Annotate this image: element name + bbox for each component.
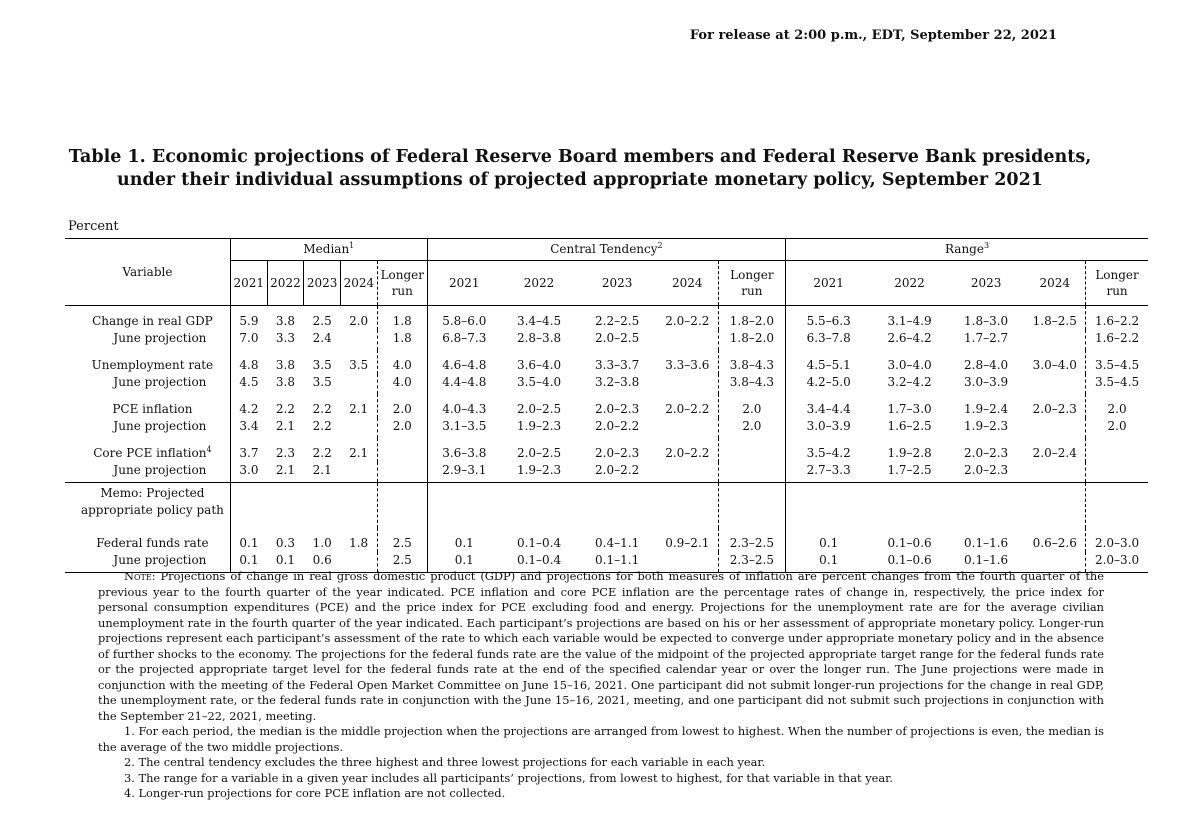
longer-run-line-2: run [1106, 284, 1128, 298]
central-cell: 2.0–2.5 [516, 446, 562, 460]
central-cell: 2.0–2.2 [665, 402, 710, 416]
row-label-text: June projection [113, 462, 207, 477]
note-text: : Projections of change in real gross domestic product (GDP) and projections for both measures of inflation are percent changes from the fourth quarter of the previous year to the fourth quarter of the year indicated. PCE inflation and core PCE inflation are the percentage rates of change in, respectively, the price index for personal consumption expenditures (PCE) and the price index for PCE excluding food and energy. Projections for the unemployment rate are for the average civilian unemployment rate in the fourth quarter of the year indicated. Each participant’s projections are based on his or her assessment of appropriate monetary policy. Longer-run projections represent each participant’s assessment of the rate to which each variable would be expected to converge under appropriate monetary policy and in the absence of further shocks to the economy. The projections for the federal funds rate are the value of the midpoint of the projected appropriate target range for the federal funds rate or the projected appropriate target level for the federal funds rate at the end of the specified calendar year or over the longer run. The June projections were made in conjunction with the meeting of the Federal Open Market Committee on June 15–16, 2021. One participant did not submit longer-run projections for the change in real GDP, the unemployment rate, or the federal funds rate in conjunction with the June 15–16, 2021, meeting, and one participant did not submit such projections in conjunction with the September 21–22, 2021, meeting. [98, 569, 1104, 723]
variable-header: Variable [122, 264, 173, 279]
median-cell: 3.8 [275, 374, 295, 389]
central-cell: 1.8–2.0 [718, 306, 785, 330]
median-cell: 0.6 [312, 552, 332, 567]
footnote-3: 3. The range for a variable in a given year includes all participants’ projections, from lowest to highest, for that variable in that year. [124, 770, 893, 785]
range-cell: 1.6–2.2 [1086, 330, 1148, 351]
median-cell: 3.0 [230, 462, 267, 483]
median-cell: 2.2 [312, 418, 332, 433]
median-cell [341, 330, 378, 351]
median-cell: 1.8 [349, 536, 369, 550]
range-cell: 2.7–3.3 [786, 462, 872, 483]
median-cell: 2.2 [275, 402, 295, 416]
median-header: Median$^1$ [230, 239, 427, 261]
table-title [60, 146, 1100, 192]
central-cell [657, 418, 718, 439]
empty-cell [341, 483, 378, 529]
median-cell [377, 462, 427, 483]
range-cell: 3.4–4.4 [786, 394, 872, 418]
range-year-header: 2023 [970, 276, 1002, 290]
central-cell: 3.5–4.0 [516, 374, 562, 389]
range-cell: 3.5–4.5 [1086, 350, 1148, 374]
central-cell: 2.0–2.2 [665, 314, 710, 328]
median-cell: 3.7 [230, 438, 267, 462]
range-cell: 2.8–4.0 [964, 358, 1009, 372]
median-cell: 2.3 [275, 446, 295, 460]
june-projection-label [65, 418, 230, 439]
central-cell: 2.0–2.3 [595, 446, 640, 460]
median-year-header: 2024 [341, 261, 378, 306]
central-cell: 3.6–4.0 [516, 358, 562, 372]
central-cell: 2.0 [718, 394, 785, 418]
central-cell: 2.0–2.5 [595, 330, 640, 345]
range-cell: 3.0–3.9 [786, 418, 872, 439]
central-cell: 2.0–2.2 [595, 418, 640, 433]
median-cell: 3.3 [275, 330, 295, 345]
median-cell: 1.8 [377, 330, 427, 351]
central-cell: 6.8–7.3 [427, 330, 500, 351]
central-cell: 3.6–3.8 [427, 438, 500, 462]
median-cell: 2.1 [349, 402, 369, 416]
range-cell: 4.5–5.1 [786, 350, 872, 374]
variable-label [65, 350, 230, 374]
range-cell: 1.9–2.3 [964, 418, 1009, 433]
row-label-text: Unemployment rate [91, 358, 214, 372]
table-row [65, 438, 1148, 462]
range-cell: 1.7–2.7 [964, 330, 1009, 345]
median-cell: 4.8 [230, 350, 267, 374]
central-cell: 2.9–3.1 [427, 462, 500, 483]
central-cell: 0.1–1.1 [595, 552, 640, 567]
variable-label [65, 394, 230, 418]
range-cell: 1.7–2.5 [887, 462, 932, 477]
central-cell: 0.1–0.4 [516, 536, 562, 550]
june-projection-label [65, 330, 230, 351]
central-cell: 3.2–3.8 [595, 374, 640, 389]
june-projection-label [65, 462, 230, 483]
central-tendency-header: Central Tendency$^2$ [427, 239, 785, 261]
central-cell [657, 330, 718, 351]
median-longer-run-header [377, 261, 427, 306]
variable-label [65, 528, 230, 552]
row-label-text: Federal funds rate [96, 536, 209, 550]
range-cell: 0.1–0.6 [887, 552, 932, 567]
range-cell: 0.6–2.6 [1032, 536, 1077, 550]
range-cell: 0.1–1.6 [964, 552, 1009, 567]
central-cell: 0.9–2.1 [665, 536, 710, 550]
central-cell: 2.0 [718, 418, 785, 439]
projections-table [65, 238, 1148, 573]
empty-cell [377, 483, 427, 529]
range-year-header: 2021 [786, 261, 872, 306]
central-cell: 2.2–2.5 [595, 314, 640, 328]
median-cell: 3.4 [230, 418, 267, 439]
central-cell: 4.0–4.3 [427, 394, 500, 418]
variable-label [65, 438, 230, 462]
range-cell: 3.0–4.0 [1032, 358, 1077, 372]
range-cell [1024, 462, 1085, 483]
range-cell: 2.0 [1086, 394, 1148, 418]
empty-cell [427, 483, 500, 529]
table-row [65, 330, 1148, 351]
range-cell: 2.0–3.0 [1086, 528, 1148, 552]
median-cell: 4.0 [377, 350, 427, 374]
empty-cell [577, 483, 657, 529]
memo-line-2: appropriate policy path [80, 503, 224, 517]
median-cell [377, 438, 427, 462]
release-line: For release at 2:00 p.m., EDT, September 22, 2021 [689, 28, 1057, 43]
median-year-header: 2023 [304, 261, 341, 306]
longer-run-line-1: Longer [380, 268, 425, 282]
memo-row [65, 483, 1148, 529]
central-year-header: 2023 [601, 276, 633, 290]
range-year-header: 2024 [1039, 276, 1071, 290]
range-cell: 3.2–4.2 [887, 374, 932, 389]
median-cell: 2.0 [349, 314, 369, 328]
memo-line-1: Memo: Projected [100, 486, 205, 500]
range-cell [1024, 374, 1085, 395]
empty-cell [501, 483, 578, 529]
empty-cell [948, 483, 1025, 529]
row-label-text: June projection [113, 418, 207, 433]
table-row [65, 418, 1148, 439]
median-cell: 3.5 [349, 358, 369, 372]
range-cell: 1.9–2.4 [964, 402, 1009, 416]
central-cell: 2.0–2.5 [516, 402, 562, 416]
central-cell [657, 462, 718, 483]
empty-cell [871, 483, 948, 529]
row-label-text: June projection [113, 552, 207, 567]
longer-run-line-2: run [391, 284, 413, 298]
empty-cell [304, 483, 341, 529]
median-cell: 4.0 [377, 374, 427, 395]
range-cell: 2.0–2.4 [1032, 446, 1077, 460]
central-cell: 2.0–2.2 [595, 462, 640, 477]
range-cell: 1.6–2.5 [887, 418, 932, 433]
note-paragraph [98, 569, 1104, 724]
range-cell: 3.1–4.9 [887, 314, 932, 328]
row-label-text: Change in real GDP [92, 314, 213, 328]
central-cell: 1.9–2.3 [516, 418, 562, 433]
table-row [65, 394, 1148, 418]
central-cell [718, 438, 785, 462]
median-cell: 2.1 [349, 446, 369, 460]
central-cell: 3.3–3.7 [595, 358, 640, 372]
median-cell: 4.5 [230, 374, 267, 395]
median-cell: 0.1 [230, 528, 267, 552]
table-title-line-2: under their individual assumptions of projected appropriate monetary policy, September 2021 [117, 170, 1043, 190]
median-cell: 3.5 [312, 374, 332, 389]
empty-cell [1024, 483, 1085, 529]
range-cell [1086, 438, 1148, 462]
footnote-2: 2. The central tendency excludes the three highest and three lowest projections for each variable in each year. [124, 755, 766, 769]
central-cell: 0.1 [427, 528, 500, 552]
table-row [65, 528, 1148, 552]
range-cell: 1.7–3.0 [887, 402, 932, 416]
range-cell: 2.0 [1086, 418, 1148, 439]
range-cell [1024, 330, 1085, 351]
median-cell: 0.3 [275, 536, 295, 550]
median-cell: 1.0 [312, 536, 332, 550]
table-notes [98, 569, 1104, 802]
june-projection-label [65, 374, 230, 395]
range-cell: 2.0–3.0 [1086, 552, 1148, 573]
footnote-1: 1. For each period, the median is the middle projection when the projections are arranged from lowest to highest. When the number of projections is even, the median is the average of the two middle projections. [98, 724, 1104, 754]
row-label-text: PCE inflation [112, 402, 193, 416]
range-cell: 1.6–2.2 [1086, 306, 1148, 330]
central-cell: 2.3–2.5 [718, 528, 785, 552]
central-cell: 4.6–4.8 [427, 350, 500, 374]
note-label: Note [124, 569, 152, 583]
range-header: Range$^3$ [786, 239, 1148, 261]
median-cell: 0.1 [275, 552, 295, 567]
median-year-header: 2022 [267, 261, 304, 306]
footnote-4: 4. Longer-run projections for core PCE inflation are not collected. [124, 786, 506, 800]
range-cell: 2.0–2.3 [1032, 402, 1077, 416]
variable-label [65, 306, 230, 330]
row-label-text: June projection [113, 330, 207, 345]
median-cell: 3.8 [275, 358, 295, 372]
central-cell: 3.8–4.3 [718, 374, 785, 395]
central-cell: 0.1–0.4 [516, 552, 562, 567]
central-cell: 4.4–4.8 [427, 374, 500, 395]
longer-run-line-1: Longer [730, 268, 774, 282]
median-cell: 2.2 [312, 402, 332, 416]
range-cell: 3.5–4.2 [786, 438, 872, 462]
central-cell: 0.4–1.1 [595, 536, 640, 550]
median-cell: 2.2 [312, 446, 332, 460]
central-longer-run-header [718, 261, 785, 306]
median-cell: 7.0 [230, 330, 267, 351]
empty-cell [267, 483, 304, 529]
row-label-text: June projection [113, 374, 207, 389]
row-label-text: Core PCE inflation [93, 446, 207, 460]
median-year-header: 2021 [230, 261, 267, 306]
empty-cell [718, 483, 785, 529]
central-cell: 3.3–3.6 [665, 358, 710, 372]
empty-cell [1086, 483, 1148, 529]
median-cell: 2.5 [312, 314, 332, 328]
central-cell: 2.3–2.5 [718, 552, 785, 573]
range-longer-run-header [1086, 261, 1148, 306]
range-cell: 6.3–7.8 [786, 330, 872, 351]
median-cell: 5.9 [230, 306, 267, 330]
median-cell: 2.1 [275, 418, 295, 433]
range-cell: 2.6–4.2 [887, 330, 932, 345]
median-cell [341, 462, 378, 483]
range-cell: 3.0–4.0 [887, 358, 932, 372]
central-cell: 3.4–4.5 [516, 314, 562, 328]
median-cell: 2.1 [275, 462, 295, 477]
central-year-header: 2024 [672, 276, 703, 290]
table-row [65, 306, 1148, 330]
central-cell: 1.9–2.3 [516, 462, 562, 477]
central-year-header: 2022 [523, 276, 555, 290]
central-cell: 2.0–2.2 [665, 446, 710, 460]
central-cell [718, 462, 785, 483]
central-cell: 5.8–6.0 [427, 306, 500, 330]
range-year-header: 2022 [894, 276, 925, 290]
memo-label [65, 483, 230, 529]
median-cell: 0.1 [230, 552, 267, 573]
central-cell [657, 374, 718, 395]
median-cell [341, 418, 378, 439]
range-cell: 0.1 [786, 528, 872, 552]
central-cell: 1.8–2.0 [718, 330, 785, 351]
median-cell: 4.2 [230, 394, 267, 418]
central-cell: 3.1–3.5 [427, 418, 500, 439]
range-cell: 2.0–2.3 [964, 462, 1009, 477]
range-cell: 1.8–3.0 [964, 314, 1009, 328]
central-cell: 2.8–3.8 [516, 330, 562, 345]
median-cell: 3.8 [275, 314, 295, 328]
range-cell: 0.1 [786, 552, 872, 573]
longer-run-line-1: Longer [1095, 268, 1139, 282]
range-cell [1024, 418, 1085, 439]
table-title-line-1: Table 1. Economic projections of Federal Reserve Board members and Federal Reserve Bank presidents, [68, 147, 1092, 167]
unit-label: Percent [68, 219, 119, 234]
range-cell: 1.8–2.5 [1032, 314, 1077, 328]
footnote-marker: 4 [206, 445, 212, 454]
empty-cell [230, 483, 267, 529]
central-cell: 2.0–2.3 [595, 402, 640, 416]
range-cell: 4.2–5.0 [786, 374, 872, 395]
empty-cell [786, 483, 872, 529]
range-cell: 5.5–6.3 [786, 306, 872, 330]
range-cell: 1.9–2.8 [887, 446, 932, 460]
median-cell: 2.0 [377, 418, 427, 439]
range-cell: 0.1–1.6 [964, 536, 1009, 550]
median-cell: 1.8 [377, 306, 427, 330]
central-year-header: 2021 [427, 261, 500, 306]
table-row [65, 374, 1148, 395]
empty-cell [657, 483, 718, 529]
range-cell: 3.0–3.9 [964, 374, 1009, 389]
median-cell: 2.5 [377, 552, 427, 573]
table-row [65, 462, 1148, 483]
median-cell [341, 374, 378, 395]
table-row [65, 350, 1148, 374]
range-cell: 3.5–4.5 [1086, 374, 1148, 395]
central-cell: 0.1 [427, 552, 500, 573]
longer-run-line-2: run [741, 284, 763, 298]
median-cell: 2.4 [312, 330, 332, 345]
range-cell: 2.0–2.3 [964, 446, 1009, 460]
range-cell: 0.1–0.6 [887, 536, 932, 550]
median-cell: 2.1 [312, 462, 332, 477]
median-cell: 2.5 [377, 528, 427, 552]
central-cell: 3.8–4.3 [718, 350, 785, 374]
range-cell [1086, 462, 1148, 483]
median-cell: 3.5 [312, 358, 332, 372]
median-cell: 2.0 [377, 394, 427, 418]
